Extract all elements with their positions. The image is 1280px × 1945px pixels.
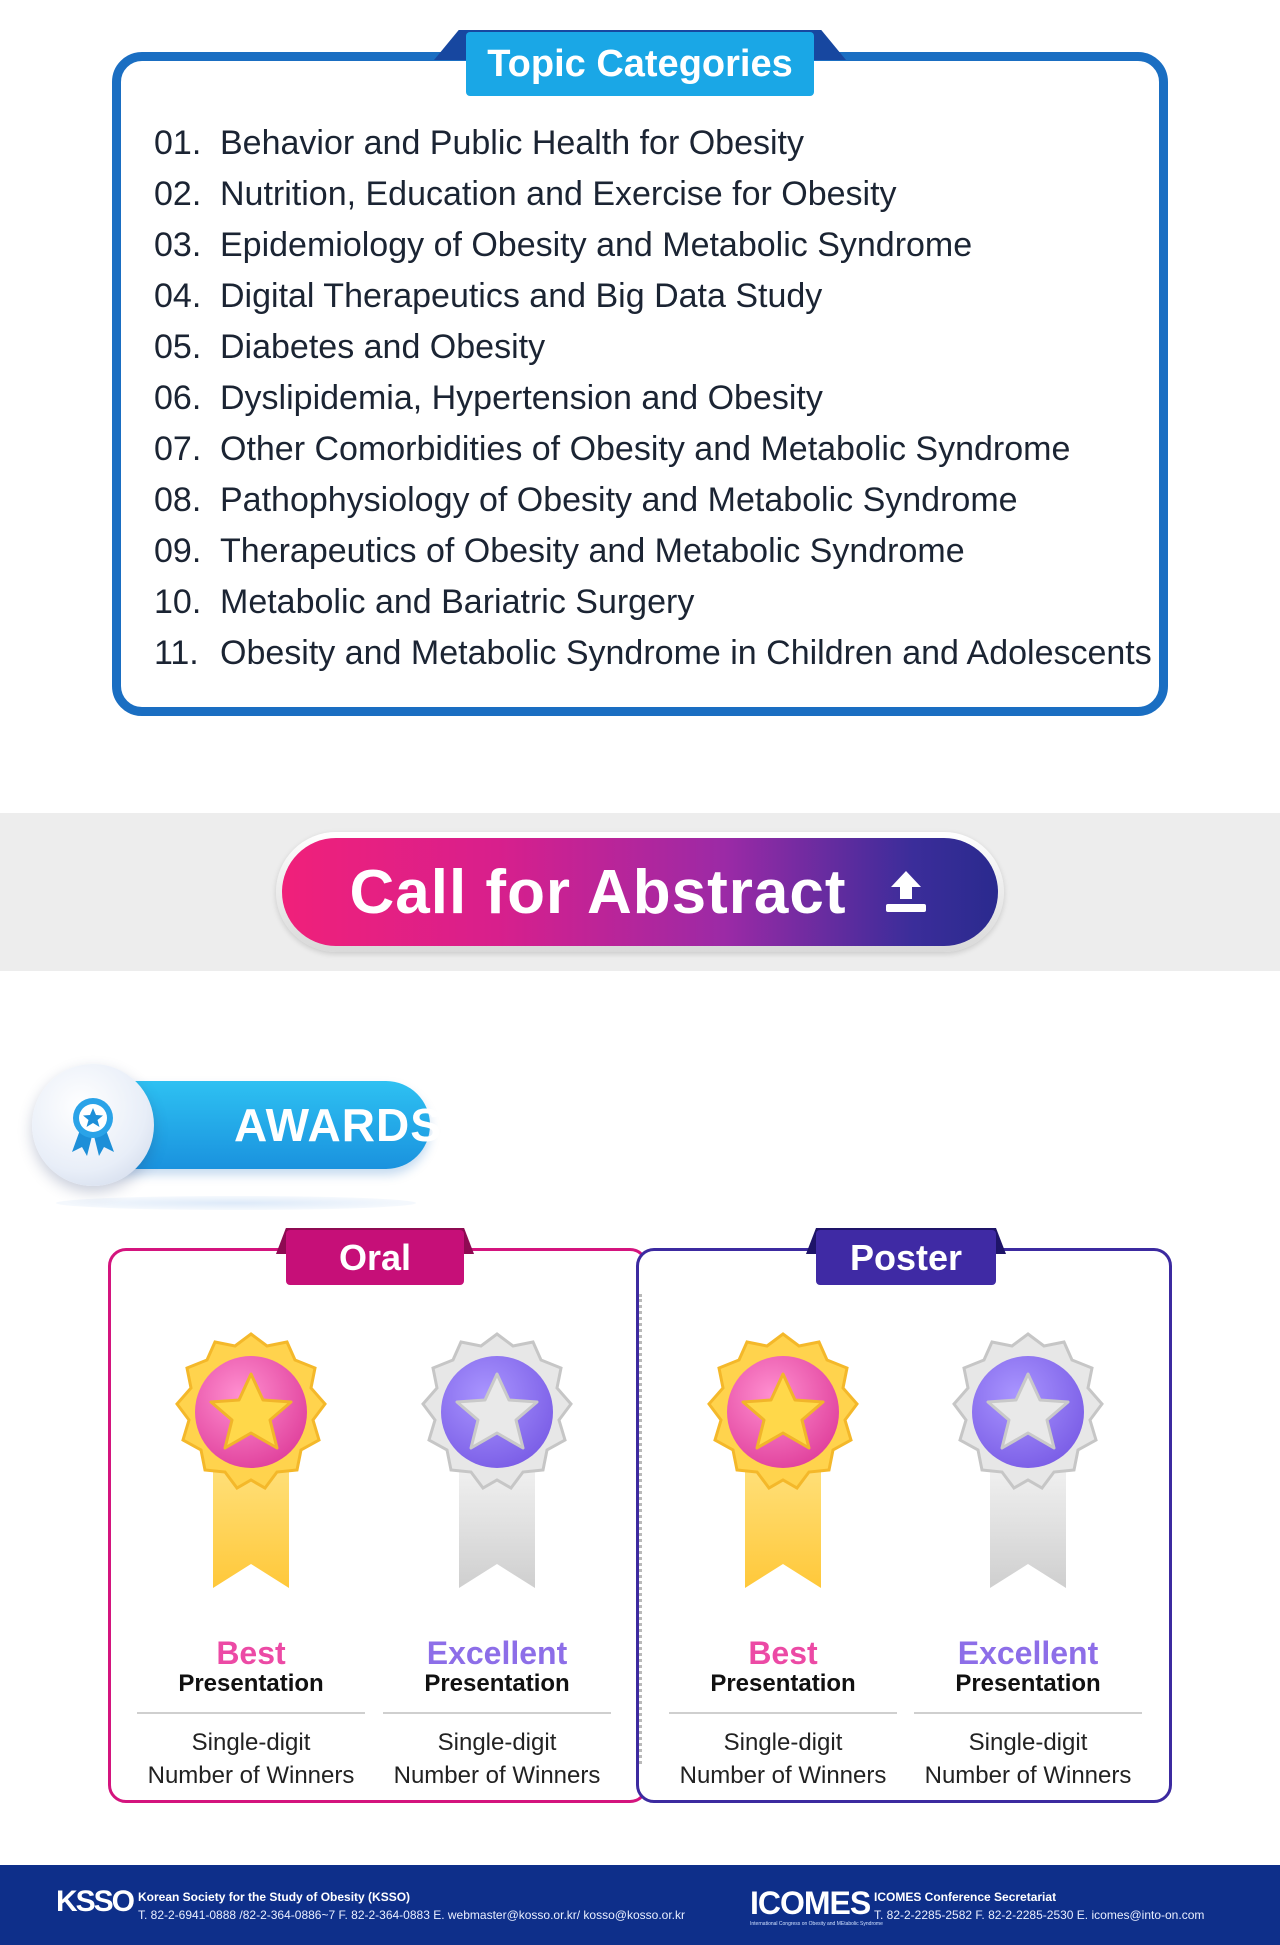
topic-label: Behavior and Public Health for Obesity: [220, 124, 804, 162]
award-desc-line2: Number of Winners: [393, 1762, 601, 1789]
award-desc-line1: Single-digit: [723, 1729, 843, 1756]
topic-label: Nutrition, Education and Exercise for Obesity: [220, 175, 897, 213]
topic-item: [154, 118, 1134, 169]
award-divider: [669, 1712, 897, 1714]
award-desc-line1: Single-digit: [191, 1729, 311, 1756]
topic-item: [154, 475, 1134, 526]
topic-number: 07.: [154, 430, 202, 468]
icomes-contact: T. 82-2-2285-2582 F. 82-2-2285-2530 E. icomes@into-on.com: [874, 1908, 1205, 1922]
topic-label: Other Comorbidities of Obesity and Metabolic Syndrome: [220, 430, 1071, 468]
award-divider: [383, 1712, 611, 1714]
topic-label: Epidemiology of Obesity and Metabolic Syndrome: [220, 226, 973, 264]
topic-number: 02.: [154, 175, 202, 213]
award-desc-line2: Number of Winners: [924, 1762, 1132, 1789]
topic-label: Pathophysiology of Obesity and Metabolic Syndrome: [220, 481, 1018, 519]
topic-number: 11.: [154, 634, 199, 672]
award-description: [137, 1726, 365, 1792]
award-title: Best: [748, 1635, 818, 1671]
award-divider: [914, 1712, 1142, 1714]
topic-number: 09.: [154, 532, 202, 570]
award-subtitle: Presentation: [178, 1670, 324, 1697]
icomes-logo: ICOMES: [750, 1885, 871, 1921]
award-description: [383, 1726, 611, 1792]
topic-item: [154, 526, 1134, 577]
oral-excellent-award: [383, 1326, 611, 1792]
poster-excellent-award: [914, 1326, 1142, 1792]
award-subtitle: Presentation: [710, 1670, 856, 1697]
ksso-logo: KSSO: [56, 1885, 134, 1918]
award-desc-line1: Single-digit: [968, 1729, 1088, 1756]
topic-categories-title: Topic Categories: [466, 32, 814, 96]
topic-label: Diabetes and Obesity: [220, 328, 546, 366]
ksso-org-name: Korean Society for the Study of Obesity (KSSO): [138, 1890, 411, 1904]
topic-label: Dyslipidemia, Hypertension and Obesity: [220, 379, 823, 417]
silver-medal-icon: [397, 1326, 597, 1596]
topic-number: 10.: [154, 583, 202, 621]
award-subtitle: Presentation: [955, 1670, 1101, 1697]
panel-divider: [639, 1294, 642, 1764]
awards-title: AWARDS: [234, 1099, 442, 1151]
award-desc-line1: Single-digit: [437, 1729, 557, 1756]
award-title: Best: [216, 1635, 286, 1671]
gold-medal-icon: [683, 1326, 883, 1596]
topic-number: 05.: [154, 328, 202, 366]
awards-header-shadow: [56, 1196, 416, 1210]
award-ribbon-icon: [32, 1064, 154, 1186]
poster-tab: Poster: [816, 1230, 996, 1285]
topic-item: [154, 169, 1134, 220]
icomes-tagline: International Congress on Obesity and MEtabolic Syndrome: [750, 1921, 883, 1927]
topic-label: Digital Therapeutics and Big Data Study: [220, 277, 823, 315]
topic-list: [154, 118, 1152, 679]
award-ribbon-glyph: [58, 1090, 128, 1160]
topic-label: Metabolic and Bariatric Surgery: [220, 583, 695, 621]
topic-label: Obesity and Metabolic Syndrome in Children and Adolescents: [220, 634, 1152, 672]
oral-tab: Oral: [286, 1230, 464, 1285]
topic-item: [154, 322, 1134, 373]
award-desc-line2: Number of Winners: [679, 1762, 887, 1789]
award-subtitle: Presentation: [424, 1670, 570, 1697]
topic-number: 04.: [154, 277, 202, 315]
call-for-abstract-button[interactable]: [276, 832, 1004, 952]
topic-number: 03.: [154, 226, 202, 264]
topic-number: 08.: [154, 481, 202, 519]
topic-label: Therapeutics of Obesity and Metabolic Syndrome: [220, 532, 965, 570]
upload-icon: [881, 867, 931, 917]
topic-item: [154, 628, 1152, 679]
award-divider: [137, 1712, 365, 1714]
topic-number: 01.: [154, 124, 202, 162]
oral-best-award: [137, 1326, 365, 1792]
award-title: Excellent: [957, 1635, 1099, 1671]
silver-medal-icon: [928, 1326, 1128, 1596]
icomes-org-name: ICOMES Conference Secretariat: [874, 1890, 1057, 1904]
call-for-abstract-label: Call for Abstract: [349, 857, 847, 927]
topic-item: [154, 271, 1134, 322]
topic-item: [154, 373, 1134, 424]
call-for-abstract-button-face[interactable]: [282, 838, 998, 946]
gold-medal-icon: [151, 1326, 351, 1596]
footer: [0, 1865, 1280, 1945]
topic-item: [154, 220, 1134, 271]
topic-item: [154, 577, 1134, 628]
award-description: [914, 1726, 1142, 1792]
topic-item: [154, 424, 1134, 475]
award-description: [669, 1726, 897, 1792]
topic-number: 06.: [154, 379, 202, 417]
ksso-contact: T. 82-2-6941-0888 /82-2-364-0886~7 F. 82-2-364-0883 E. webmaster@kosso.or.kr/ kosso@kosso.or.kr: [138, 1908, 685, 1922]
poster-best-award: [669, 1326, 897, 1792]
award-desc-line2: Number of Winners: [147, 1762, 355, 1789]
award-title: Excellent: [426, 1635, 568, 1671]
